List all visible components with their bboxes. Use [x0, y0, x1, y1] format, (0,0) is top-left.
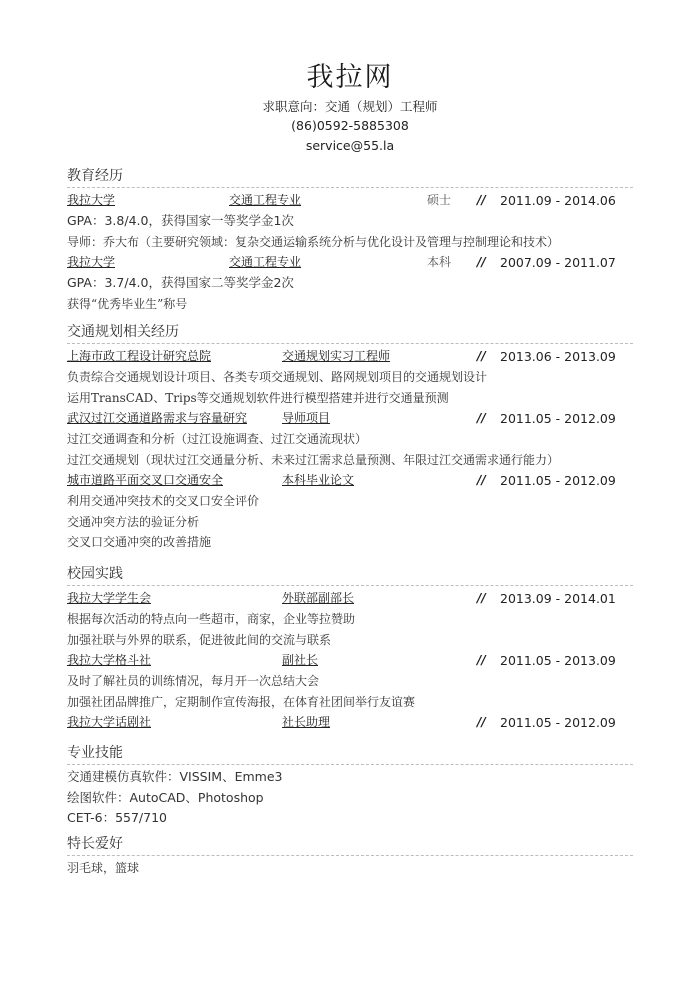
school-name: 我拉大学 [67, 255, 116, 269]
organization-name: 我拉大学话剧社 [67, 715, 152, 729]
job-intent: 求职意向：交通（规划）工程师 [262, 99, 438, 114]
experience-entry-header [67, 470, 633, 491]
detail-line: 加强社团品牌推广，定期制作宣传海报，在体育社团间举行友谊赛 [67, 694, 416, 709]
date-range: 2011.05 - 2013.09 [500, 653, 616, 668]
major-name: 交通工程专业 [229, 255, 302, 269]
section-title: 校园实践 [67, 564, 633, 586]
date-range: 2011.05 - 2012.09 [500, 411, 616, 426]
skill-line: CET-6：557/710 [67, 810, 168, 825]
education-entry-header [67, 252, 633, 273]
phone-number: (86)0592-5885308 [291, 118, 409, 133]
detail-line: 负责综合交通规划设计项目、各类专项交通规划、路网规划项目的交通规划设计 [67, 370, 488, 384]
detail-line: 获得“优秀毕业生”称号 [67, 296, 188, 311]
section-title: 教育经历 [67, 166, 633, 188]
separator: // [477, 411, 486, 425]
campus-entry-header [67, 588, 633, 609]
detail-line: 根据每次活动的特点向一些超市，商家，企业等拉赞助 [67, 612, 356, 626]
hobbies-section [67, 834, 633, 879]
email-address: service@55.la [305, 138, 395, 153]
detail-line: 加强社联与外界的联系，促进彼此间的交流与联系 [67, 632, 332, 647]
detail-line: 及时了解社员的训练情况，每月开一次总结大会 [67, 674, 320, 688]
campus-section [67, 564, 633, 733]
role-title: 外联部副部长 [282, 591, 355, 605]
detail-line: 过江交通规划（现状过江交通量分析、未来过江需求总量预测、年限过江交通需求通行能力） [67, 452, 560, 467]
resume-header [0, 58, 700, 156]
organization-name: 上海市政工程设计研究总院 [67, 349, 212, 363]
date-range: 2011.09 - 2014.06 [500, 193, 616, 208]
date-range: 2007.09 - 2011.07 [500, 255, 616, 270]
date-range: 2011.05 - 2012.09 [500, 473, 616, 488]
role-title: 本科毕业论文 [282, 473, 355, 487]
separator: // [477, 193, 486, 207]
degree: 本科 [427, 255, 452, 269]
organization-name: 我拉大学格斗社 [67, 653, 152, 667]
role-title: 导师项目 [282, 411, 331, 425]
experience-section [67, 322, 633, 553]
skills-section [67, 743, 633, 829]
major-name: 交通工程专业 [229, 193, 302, 207]
separator: // [477, 653, 486, 667]
education-section [67, 166, 633, 314]
detail-line: 导师：乔大布（主要研究领域：复杂交通运输系统分析与优化设计及管理与控制理论和技术） [67, 234, 560, 249]
candidate-name: 我拉网 [306, 62, 394, 93]
separator: // [477, 349, 486, 363]
detail-line: 过江交通调查和分析（过江设施调查、过江交通流现状） [67, 432, 368, 446]
organization-name: 我拉大学学生会 [67, 591, 152, 605]
separator: // [477, 591, 486, 605]
school-name: 我拉大学 [67, 193, 116, 207]
date-range: 2011.05 - 2012.09 [500, 715, 616, 730]
section-title: 专业技能 [67, 743, 633, 765]
date-range: 2013.06 - 2013.09 [500, 349, 616, 364]
section-title: 特长爱好 [67, 834, 633, 856]
detail-line: 交叉口交通冲突的改善措施 [67, 535, 212, 549]
role-title: 副社长 [282, 653, 319, 667]
detail-line: GPA：3.8/4.0，获得国家一等奖学金1次 [67, 213, 294, 228]
separator: // [477, 715, 486, 729]
date-range: 2013.09 - 2014.01 [500, 591, 616, 606]
campus-entry-header [67, 712, 633, 733]
skill-line: 绘图软件：AutoCAD、Photoshop [67, 789, 264, 805]
role-title: 社长助理 [282, 715, 331, 729]
education-entry-header [67, 190, 633, 211]
detail-line: 运用TransCAD、Trips等交通规划软件进行模型搭建并进行交通量预测 [67, 390, 449, 405]
experience-entry-header [67, 346, 633, 367]
separator: // [477, 255, 486, 269]
hobby-line: 羽毛球，篮球 [67, 861, 140, 875]
organization-name: 武汉过江交通道路需求与容量研究 [67, 411, 248, 425]
experience-entry-header [67, 408, 633, 429]
separator: // [477, 473, 486, 487]
organization-name: 城市道路平面交叉口交通安全 [67, 473, 224, 487]
detail-line: GPA：3.7/4.0，获得国家二等奖学金2次 [67, 275, 294, 290]
section-title: 交通规划相关经历 [67, 322, 633, 344]
detail-line: 利用交通冲突技术的交叉口安全评价 [67, 494, 260, 508]
campus-entry-header [67, 650, 633, 671]
detail-line: 交通冲突方法的验证分析 [67, 514, 200, 529]
skill-line: 交通建模仿真软件：VISSIM、Emme3 [67, 769, 283, 784]
role-title: 交通规划实习工程师 [282, 349, 391, 363]
degree: 硕士 [427, 193, 452, 207]
